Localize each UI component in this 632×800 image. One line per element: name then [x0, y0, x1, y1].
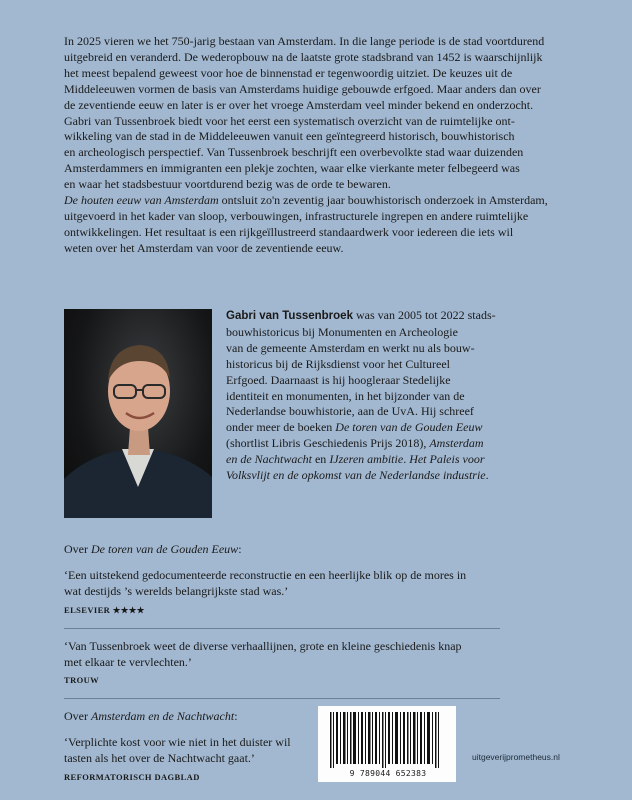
bio-line: onder meer de boeken De toren van de Gouden Eeuw: [226, 420, 483, 435]
bio-line: Erfgoed. Daarnaast is hij hoogleraar Stedelijke: [226, 372, 451, 387]
blurb-line: wikkeling van de stad in de Middeleeuwen vanuit een geïntegreerd historisch, bouwhistorisch: [64, 129, 515, 144]
bio-line: Volksvlijt en de opkomst van de Nederlandse industrie.: [226, 468, 489, 483]
book-title: en de Nachtwacht: [226, 452, 312, 467]
review-quote: wat destijds ’s werelds belangrijkste stad was.’: [64, 583, 289, 598]
bio-line: en de Nachtwacht en IJzeren ambitie. Het Paleis voor: [226, 452, 485, 467]
blurb-line: De houten eeuw van Amsterdam ontsluit zo'n zeventig jaar bouwhistorisch onderzoek in Amsterdam,: [64, 193, 548, 208]
blurb-line: In 2025 vieren we het 750-jarig bestaan van Amsterdam. In die lange periode is de stad voortdurend: [64, 34, 545, 48]
book-title: Volksvlijt en de opkomst van de Nederlandse industrie: [226, 468, 486, 483]
bio-line: (shortlist Libris Geschiedenis Prijs 2018), Amsterdam: [226, 436, 484, 451]
blurb-line: en waar het stadsbestuur voortdurend bezig was de orde te bewaren.: [64, 177, 391, 192]
book-title: Amsterdam: [429, 436, 484, 451]
blurb-line: ontwikkelingen. Het resultaat is een rijkgeïllustreerd standaardwerk voor iedereen die iets wil: [64, 224, 514, 239]
book-title: Amsterdam en de Nachtwacht: [91, 709, 235, 724]
book-title: De toren van de Gouden Eeuw: [335, 420, 483, 435]
review-heading: Over Amsterdam en de Nachtwacht:: [64, 709, 238, 724]
book-title: IJzeren ambitie: [329, 452, 404, 467]
author-photo: [64, 309, 212, 518]
author-name: Gabri van Tussenbroek: [226, 310, 353, 322]
blurb-line: Amsterdammers en immigranten een plekje zochten, waar elke vierkante meter felbegeerd was: [64, 161, 520, 176]
blurb-line: en archeologisch perspectief. Van Tussenbroek beschrijft een overbevolkte stad waar duizenden: [64, 145, 524, 160]
blurb-line: uitgebreid en veranderd. De wederopbouw na de laatste grote stadsbrand van 1452 is waarschijnlijk: [64, 49, 543, 64]
review-source: TROUW: [64, 675, 100, 686]
review-source: ELSEVIER ★★★★: [64, 604, 145, 615]
book-title: Het Paleis voor: [409, 452, 485, 467]
publisher-url[interactable]: uitgeverijprometheus.nl: [472, 752, 560, 762]
blurb-line: Middeleeuwen vormen de basis van Amsterdams huidige gebouwde erfgoed. Maar anders dan over: [64, 81, 541, 96]
blurb-line: weten over het Amsterdam van voor de zeventiende eeuw.: [64, 240, 344, 255]
blurb-text: [64, 34, 572, 257]
bio-line: Nederlandse bouwhistorie, aan de UvA. Hij schreef: [226, 404, 474, 419]
review-heading: Over De toren van de Gouden Eeuw:: [64, 542, 242, 556]
review-quote: ‘Verplichte kost voor wie niet in het duister wil: [64, 735, 291, 750]
divider: [64, 698, 500, 699]
book-title: De houten eeuw van Amsterdam: [64, 193, 219, 208]
review-quote: tasten als het over de Nachtwacht gaat.’: [64, 751, 255, 766]
author-portrait-icon: [64, 309, 212, 518]
book-title: De toren van de Gouden Eeuw: [91, 542, 239, 556]
blurb-line: Gabri van Tussenbroek biedt voor het eerst een systematisch overzicht van de ruimtelijke ont-: [64, 113, 515, 128]
blurb-line: de zeventiende eeuw en later is er over het vroege Amsterdam veel minder bekend en onderzocht.: [64, 97, 534, 112]
isbn-digits: 9 789044 652383: [349, 769, 427, 778]
blurb-line: uitgevoerd in het kader van sloop, verbouwingen, infrastructurele ingrepen en andere ruimtelijke: [64, 208, 529, 223]
divider: [64, 628, 500, 629]
isbn-barcode: [318, 706, 456, 782]
bio-line: van de gemeente Amsterdam en werkt nu als bouw-: [226, 340, 475, 355]
bio-line: historicus bij de Rijksdienst voor het Cultureel: [226, 356, 450, 371]
review-quote: ‘Van Tussenbroek weet de diverse verhaallijnen, grote en kleine geschiedenis knap: [64, 638, 462, 653]
review-quote: ‘Een uitstekend gedocumenteerde reconstructie en een heerlijke blik op de mores in: [64, 567, 467, 582]
review-quote: met elkaar te vervlechten.’: [64, 654, 192, 669]
author-bio: [226, 308, 572, 484]
bio-line: identiteit en monumenten, in het bijzonder van de: [226, 388, 465, 403]
bio-line: Gabri van Tussenbroek was van 2005 tot 2022 stads-: [226, 308, 496, 322]
review-source: REFORMATORISCH DAGBLAD: [64, 772, 200, 783]
blurb-line: het meest bepalend geweest voor hoe de binnenstad er tegenwoordig uitziet. De keuzes uit de: [64, 65, 513, 80]
bio-line: bouwhistoricus bij Monumenten en Archeologie: [226, 324, 458, 339]
